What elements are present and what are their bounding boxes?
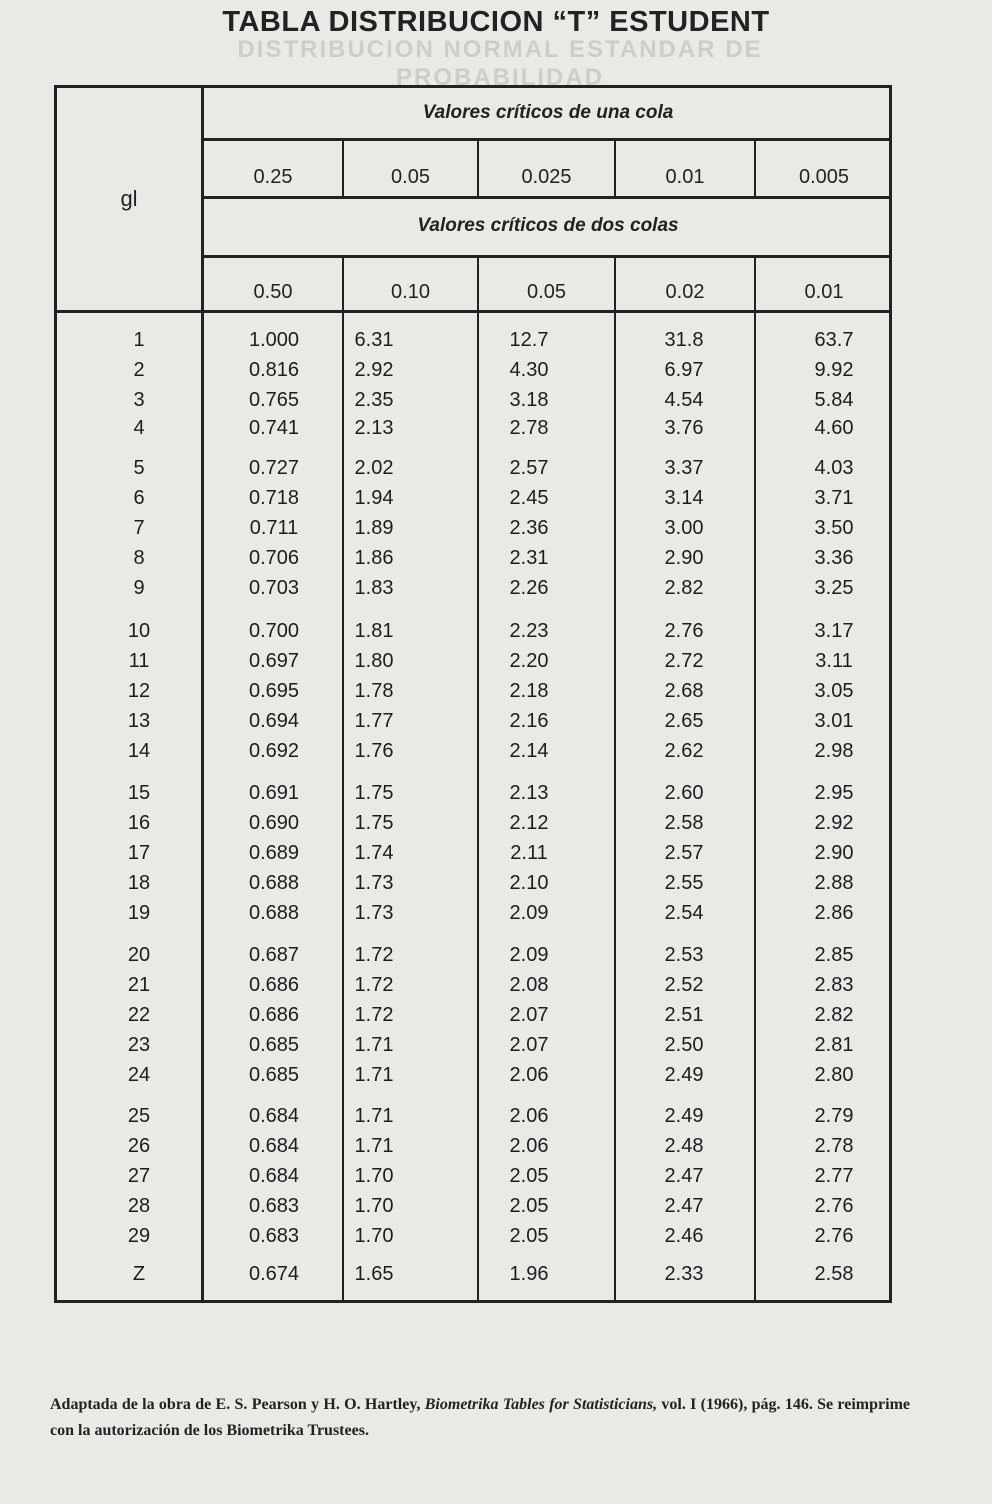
critical-value-cell: 2.47 bbox=[664, 1165, 704, 1187]
critical-value-cell: 4.30 bbox=[509, 359, 549, 381]
critical-value-cell: 0.741 bbox=[248, 417, 300, 439]
two-tail-alpha: 0.50 bbox=[253, 281, 293, 303]
critical-value-cell: 2.58 bbox=[814, 1263, 854, 1285]
table-row bbox=[54, 778, 892, 808]
one-tail-alpha: 0.025 bbox=[521, 166, 572, 188]
critical-value-cell: 2.55 bbox=[664, 872, 704, 894]
critical-value-cell: 0.686 bbox=[248, 1004, 300, 1026]
critical-value-cell: 3.71 bbox=[814, 487, 854, 509]
critical-value-cell: 6.31 bbox=[354, 329, 394, 351]
critical-value-cell: 1.72 bbox=[354, 944, 394, 966]
table-row bbox=[54, 838, 892, 868]
footnote-text: vol. I (1966), pág. 146. Se reimprime con la autorización de los Biometrika Trustees. bbox=[50, 1396, 910, 1439]
critical-value-cell: 1.76 bbox=[354, 740, 394, 762]
critical-value-cell: 3.00 bbox=[664, 517, 704, 539]
footnote-text: Adaptada de la obra de E. S. Pearson y H. O. Hartley, bbox=[50, 1396, 425, 1413]
critical-value-cell: 1.94 bbox=[354, 487, 394, 509]
gl-cell: 28 bbox=[127, 1195, 151, 1217]
critical-value-cell: 2.78 bbox=[509, 417, 549, 439]
table-row bbox=[54, 1101, 892, 1131]
critical-value-cell: 2.45 bbox=[509, 487, 549, 509]
critical-value-cell: 0.685 bbox=[248, 1034, 300, 1056]
critical-value-cell: 2.80 bbox=[814, 1064, 854, 1086]
critical-value-cell: 1.73 bbox=[354, 902, 394, 924]
critical-value-cell: 2.13 bbox=[354, 417, 394, 439]
critical-value-cell: 2.13 bbox=[509, 782, 549, 804]
gl-cell: 23 bbox=[127, 1034, 151, 1056]
critical-value-cell: 2.33 bbox=[664, 1263, 704, 1285]
critical-value-cell: 2.18 bbox=[509, 680, 549, 702]
critical-value-cell: 1.000 bbox=[248, 329, 300, 351]
critical-value-cell: 0.689 bbox=[248, 842, 300, 864]
critical-value-cell: 2.82 bbox=[664, 577, 704, 599]
gl-cell: 25 bbox=[127, 1105, 151, 1127]
critical-value-cell: 2.20 bbox=[509, 650, 549, 672]
critical-value-cell: 3.17 bbox=[814, 620, 854, 642]
critical-value-cell: 0.684 bbox=[248, 1165, 300, 1187]
critical-value-cell: 1.71 bbox=[354, 1034, 394, 1056]
critical-value-cell: 1.81 bbox=[354, 620, 394, 642]
critical-value-cell: 63.7 bbox=[814, 329, 854, 351]
gl-cell: 4 bbox=[133, 417, 145, 439]
critical-value-cell: 2.52 bbox=[664, 974, 704, 996]
critical-value-cell: 2.05 bbox=[509, 1225, 549, 1247]
critical-value-cell: 9.92 bbox=[814, 359, 854, 381]
critical-value-cell: 2.90 bbox=[814, 842, 854, 864]
critical-value-cell: 0.688 bbox=[248, 902, 300, 924]
critical-value-cell: 2.92 bbox=[354, 359, 394, 381]
critical-value-cell: 2.06 bbox=[509, 1064, 549, 1086]
table-row bbox=[54, 736, 892, 766]
critical-value-cell: 4.54 bbox=[664, 389, 704, 411]
critical-value-cell: 2.60 bbox=[664, 782, 704, 804]
critical-value-cell: 2.26 bbox=[509, 577, 549, 599]
one-tail-alpha: 0.25 bbox=[253, 166, 293, 188]
table-row bbox=[54, 453, 892, 483]
gl-cell: 3 bbox=[133, 389, 145, 411]
table-row bbox=[54, 970, 892, 1000]
gl-cell: Z bbox=[132, 1263, 146, 1285]
critical-value-cell: 0.688 bbox=[248, 872, 300, 894]
critical-value-cell: 0.765 bbox=[248, 389, 300, 411]
critical-value-cell: 6.97 bbox=[664, 359, 704, 381]
critical-value-cell: 1.83 bbox=[354, 577, 394, 599]
critical-value-cell: 2.62 bbox=[664, 740, 704, 762]
critical-value-cell: 1.71 bbox=[354, 1135, 394, 1157]
critical-value-cell: 2.65 bbox=[664, 710, 704, 732]
critical-value-cell: 2.53 bbox=[664, 944, 704, 966]
critical-value-cell: 4.60 bbox=[814, 417, 854, 439]
critical-value-cell: 2.54 bbox=[664, 902, 704, 924]
critical-value-cell: 2.58 bbox=[664, 812, 704, 834]
critical-value-cell: 0.674 bbox=[248, 1263, 300, 1285]
critical-value-cell: 1.75 bbox=[354, 812, 394, 834]
critical-value-cell: 1.74 bbox=[354, 842, 394, 864]
critical-value-cell: 2.85 bbox=[814, 944, 854, 966]
critical-value-cell: 1.96 bbox=[509, 1263, 549, 1285]
gl-cell: 26 bbox=[127, 1135, 151, 1157]
critical-value-cell: 2.47 bbox=[664, 1195, 704, 1217]
critical-value-cell: 2.77 bbox=[814, 1165, 854, 1187]
critical-value-cell: 0.687 bbox=[248, 944, 300, 966]
table-row bbox=[54, 1060, 892, 1090]
table-row bbox=[54, 1161, 892, 1191]
table-row bbox=[54, 483, 892, 513]
critical-value-cell: 1.80 bbox=[354, 650, 394, 672]
gl-cell: 24 bbox=[127, 1064, 151, 1086]
critical-value-cell: 1.70 bbox=[354, 1195, 394, 1217]
table-row bbox=[54, 1000, 892, 1030]
one-tail-header: Valores críticos de una cola bbox=[422, 102, 674, 123]
critical-value-cell: 3.37 bbox=[664, 457, 704, 479]
gl-cell: 9 bbox=[133, 577, 145, 599]
critical-value-cell: 2.88 bbox=[814, 872, 854, 894]
critical-value-cell: 0.686 bbox=[248, 974, 300, 996]
critical-value-cell: 2.57 bbox=[509, 457, 549, 479]
gl-cell: 12 bbox=[127, 680, 151, 702]
critical-value-cell: 3.14 bbox=[664, 487, 704, 509]
critical-value-cell: 1.86 bbox=[354, 547, 394, 569]
table-row bbox=[54, 1191, 892, 1221]
two-tail-alpha: 0.01 bbox=[804, 281, 844, 303]
two-tail-alpha: 0.10 bbox=[391, 281, 430, 303]
critical-value-cell: 1.72 bbox=[354, 974, 394, 996]
critical-value-cell: 0.683 bbox=[248, 1225, 300, 1247]
critical-value-cell: 1.72 bbox=[354, 1004, 394, 1026]
header-rule-1 bbox=[201, 138, 892, 141]
critical-value-cell: 0.700 bbox=[248, 620, 300, 642]
critical-value-cell: 2.68 bbox=[664, 680, 704, 702]
gl-cell: 10 bbox=[127, 620, 151, 642]
critical-value-cell: 2.09 bbox=[509, 944, 549, 966]
table-row bbox=[54, 940, 892, 970]
critical-value-cell: 0.684 bbox=[248, 1135, 300, 1157]
critical-value-cell: 2.06 bbox=[509, 1135, 549, 1157]
critical-value-cell: 2.86 bbox=[814, 902, 854, 924]
critical-value-cell: 2.81 bbox=[814, 1034, 854, 1056]
gl-cell: 1 bbox=[133, 329, 145, 351]
table-row bbox=[54, 868, 892, 898]
critical-value-cell: 1.70 bbox=[354, 1165, 394, 1187]
critical-value-cell: 0.727 bbox=[248, 457, 300, 479]
critical-value-cell: 12.7 bbox=[509, 329, 549, 351]
gl-cell: 13 bbox=[127, 710, 151, 732]
critical-value-cell: 2.09 bbox=[509, 902, 549, 924]
one-tail-alpha: 0.005 bbox=[798, 166, 850, 188]
critical-value-cell: 0.683 bbox=[248, 1195, 300, 1217]
table-row bbox=[54, 676, 892, 706]
table-row bbox=[54, 1221, 892, 1251]
footnote-book-title: Biometrika Tables for Statisticians, bbox=[424, 1396, 658, 1413]
critical-value-cell: 3.76 bbox=[664, 417, 704, 439]
gl-cell: 11 bbox=[128, 650, 150, 672]
header-rule-2 bbox=[201, 196, 892, 199]
critical-value-cell: 0.695 bbox=[248, 680, 300, 702]
table-row bbox=[54, 355, 892, 385]
critical-value-cell: 0.711 bbox=[249, 517, 299, 539]
critical-value-cell: 0.694 bbox=[248, 710, 300, 732]
critical-value-cell: 2.35 bbox=[354, 389, 394, 411]
critical-value-cell: 2.12 bbox=[509, 812, 549, 834]
critical-value-cell: 1.78 bbox=[354, 680, 394, 702]
critical-value-cell: 2.14 bbox=[509, 740, 549, 762]
header-rule-3 bbox=[201, 255, 892, 258]
critical-value-cell: 0.718 bbox=[248, 487, 300, 509]
gl-cell: 27 bbox=[127, 1165, 151, 1187]
two-tail-alpha: 0.02 bbox=[665, 281, 705, 303]
critical-value-cell: 1.89 bbox=[354, 517, 394, 539]
critical-value-cell: 2.82 bbox=[814, 1004, 854, 1026]
critical-value-cell: 1.70 bbox=[354, 1225, 394, 1247]
table-row bbox=[54, 385, 892, 415]
critical-value-cell: 2.05 bbox=[509, 1195, 549, 1217]
critical-value-cell: 2.07 bbox=[509, 1004, 549, 1026]
critical-value-cell: 3.36 bbox=[814, 547, 854, 569]
two-tail-header: Valores críticos de dos colas bbox=[417, 215, 679, 236]
critical-value-cell: 2.51 bbox=[664, 1004, 704, 1026]
critical-value-cell: 3.18 bbox=[509, 389, 549, 411]
critical-value-cell: 0.691 bbox=[248, 782, 300, 804]
critical-value-cell: 2.92 bbox=[814, 812, 854, 834]
source-footnote bbox=[50, 1392, 910, 1444]
critical-value-cell: 2.76 bbox=[814, 1195, 854, 1217]
gl-cell: 18 bbox=[127, 872, 151, 894]
critical-value-cell: 2.79 bbox=[814, 1105, 854, 1127]
critical-value-cell: 2.02 bbox=[354, 457, 394, 479]
two-tail-alpha: 0.05 bbox=[527, 281, 566, 303]
critical-value-cell: 2.46 bbox=[664, 1225, 704, 1247]
critical-value-cell: 2.76 bbox=[814, 1225, 854, 1247]
gl-cell: 15 bbox=[127, 782, 151, 804]
critical-value-cell: 2.78 bbox=[814, 1135, 854, 1157]
critical-value-cell: 3.05 bbox=[814, 680, 854, 702]
critical-value-cell: 2.49 bbox=[664, 1064, 704, 1086]
critical-value-cell: 2.05 bbox=[509, 1165, 549, 1187]
critical-value-cell: 0.690 bbox=[248, 812, 300, 834]
gl-cell: 19 bbox=[127, 902, 151, 924]
header-bottom-rule bbox=[54, 310, 892, 313]
critical-value-cell: 2.06 bbox=[509, 1105, 549, 1127]
table-row bbox=[54, 706, 892, 736]
critical-value-cell: 2.90 bbox=[664, 547, 704, 569]
gl-cell: 21 bbox=[127, 974, 151, 996]
gl-cell: 8 bbox=[133, 547, 145, 569]
table-row bbox=[54, 1030, 892, 1060]
gl-cell: 20 bbox=[127, 944, 151, 966]
table-row bbox=[54, 646, 892, 676]
gl-cell: 2 bbox=[133, 359, 145, 381]
critical-value-cell: 1.73 bbox=[354, 872, 394, 894]
critical-value-cell: 2.36 bbox=[509, 517, 549, 539]
critical-value-cell: 0.685 bbox=[248, 1064, 300, 1086]
critical-value-cell: 2.50 bbox=[664, 1034, 704, 1056]
bleed-through-title: DISTRIBUCION NORMAL ESTANDAR DE PROBABILIDAD bbox=[237, 36, 763, 91]
gl-cell: 5 bbox=[133, 457, 145, 479]
page-title: TABLA DISTRIBUCION “T” ESTUDENT bbox=[222, 6, 770, 38]
critical-value-cell: 2.11 bbox=[510, 842, 548, 864]
table-row bbox=[54, 898, 892, 928]
table-row bbox=[54, 808, 892, 838]
critical-value-cell: 0.706 bbox=[248, 547, 300, 569]
critical-value-cell: 2.10 bbox=[509, 872, 549, 894]
critical-value-cell: 1.77 bbox=[354, 710, 394, 732]
critical-value-cell: 2.48 bbox=[664, 1135, 704, 1157]
critical-value-cell: 2.31 bbox=[509, 547, 549, 569]
gl-cell: 6 bbox=[133, 487, 145, 509]
critical-value-cell: 2.08 bbox=[509, 974, 549, 996]
table-row bbox=[54, 616, 892, 646]
table-row bbox=[54, 413, 892, 443]
one-tail-alpha: 0.01 bbox=[665, 166, 705, 188]
gl-header: gl bbox=[120, 186, 138, 211]
critical-value-cell: 2.95 bbox=[814, 782, 854, 804]
table-row bbox=[54, 573, 892, 603]
critical-value-cell: 3.25 bbox=[814, 577, 854, 599]
table-row bbox=[54, 325, 892, 355]
gl-cell: 17 bbox=[127, 842, 151, 864]
critical-value-cell: 3.11 bbox=[815, 650, 853, 672]
gl-cell: 7 bbox=[133, 517, 145, 539]
critical-value-cell: 2.49 bbox=[664, 1105, 704, 1127]
critical-value-cell: 1.65 bbox=[354, 1263, 394, 1285]
gl-cell: 29 bbox=[127, 1225, 151, 1247]
table-row bbox=[54, 1259, 892, 1289]
gl-cell: 16 bbox=[127, 812, 151, 834]
critical-value-cell: 1.71 bbox=[354, 1064, 394, 1086]
gl-cell: 22 bbox=[127, 1004, 151, 1026]
table-row bbox=[54, 1131, 892, 1161]
one-tail-alpha: 0.05 bbox=[391, 166, 430, 188]
critical-value-cell: 2.76 bbox=[664, 620, 704, 642]
critical-value-cell: 2.16 bbox=[509, 710, 549, 732]
critical-value-cell: 2.23 bbox=[509, 620, 549, 642]
critical-value-cell: 0.703 bbox=[248, 577, 300, 599]
gl-cell: 14 bbox=[127, 740, 151, 762]
critical-value-cell: 4.03 bbox=[814, 457, 854, 479]
critical-value-cell: 0.684 bbox=[248, 1105, 300, 1127]
critical-value-cell: 2.83 bbox=[814, 974, 854, 996]
critical-value-cell: 31.8 bbox=[664, 329, 704, 351]
critical-value-cell: 3.50 bbox=[814, 517, 854, 539]
critical-value-cell: 0.816 bbox=[248, 359, 300, 381]
critical-value-cell: 2.57 bbox=[664, 842, 704, 864]
critical-value-cell: 5.84 bbox=[814, 389, 854, 411]
critical-value-cell: 2.98 bbox=[814, 740, 854, 762]
critical-value-cell: 0.697 bbox=[248, 650, 300, 672]
table-row bbox=[54, 543, 892, 573]
critical-value-cell: 1.75 bbox=[354, 782, 394, 804]
critical-value-cell: 2.07 bbox=[509, 1034, 549, 1056]
critical-value-cell: 1.71 bbox=[354, 1105, 394, 1127]
critical-value-cell: 0.692 bbox=[248, 740, 300, 762]
critical-value-cell: 2.72 bbox=[664, 650, 704, 672]
table-row bbox=[54, 513, 892, 543]
critical-value-cell: 3.01 bbox=[814, 710, 854, 732]
